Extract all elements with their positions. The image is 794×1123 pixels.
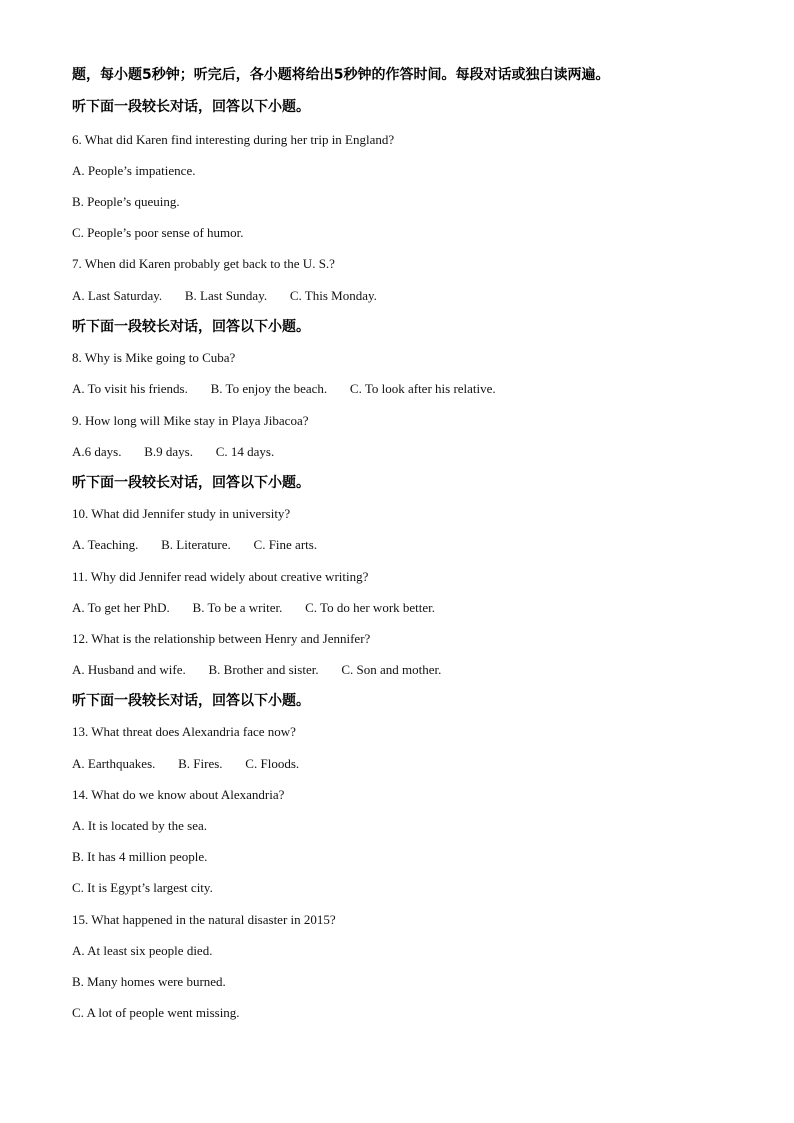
question-15: 15. What happened in the natural disaster in 2015? [72, 912, 336, 927]
q13-options: A. Earthquakes. B. Fires. C. Floods. [72, 756, 300, 771]
q11-options: A. To get her PhD. B. To be a writer. C. To do her work better. [72, 600, 436, 615]
q10-options: A. Teaching. B. Literature. C. Fine arts. [72, 537, 318, 552]
question-8: 8. Why is Mike going to Cuba? [72, 350, 236, 365]
question-9: 9. How long will Mike stay in Playa Jibacoa? [72, 413, 309, 428]
section-heading: 听下面一段较长对话，回答以下小题。 [72, 475, 310, 491]
q14-option-a: A. It is located by the sea. [72, 818, 208, 833]
section-heading: 听下面一段较长对话，回答以下小题。 [72, 693, 310, 709]
q15-option-a: A. At least six people died. [72, 943, 213, 958]
q8-options: A. To visit his friends. B. To enjoy the beach. C. To look after his relative. [72, 381, 496, 396]
question-7: 7. When did Karen probably get back to the U. S.? [72, 256, 335, 271]
q15-option-c: C. A lot of people went missing. [72, 1005, 240, 1020]
question-13: 13. What threat does Alexandria face now? [72, 724, 296, 739]
section-heading: 听下面一段较长对话，回答以下小题。 [72, 99, 310, 115]
question-6: 6. What did Karen find interesting during her trip in England? [72, 132, 395, 147]
q9-options: A.6 days. B.9 days. C. 14 days. [72, 444, 275, 459]
q14-option-b: B. It has 4 million people. [72, 849, 208, 864]
q6-option-b: B. People’s queuing. [72, 194, 180, 209]
q12-options: A. Husband and wife. B. Brother and sister. C. Son and mother. [72, 662, 442, 677]
section-heading: 听下面一段较长对话，回答以下小题。 [72, 319, 310, 335]
question-11: 11. Why did Jennifer read widely about creative writing? [72, 569, 369, 584]
q14-option-c: C. It is Egypt’s largest city. [72, 880, 213, 895]
q15-option-b: B. Many homes were burned. [72, 974, 226, 989]
q7-options: A. Last Saturday. B. Last Sunday. C. This Monday. [72, 288, 377, 303]
question-10: 10. What did Jennifer study in university? [72, 506, 291, 521]
question-14: 14. What do we know about Alexandria? [72, 787, 285, 802]
q6-option-c: C. People’s poor sense of humor. [72, 225, 244, 240]
question-12: 12. What is the relationship between Henry and Jennifer? [72, 631, 371, 646]
q6-option-a: A. People’s impatience. [72, 163, 196, 178]
instructions-text: 题，每小题5秒钟；听完后，各小题将给出5秒钟的作答时间。每段对话或独白读两遍。 [72, 67, 610, 83]
